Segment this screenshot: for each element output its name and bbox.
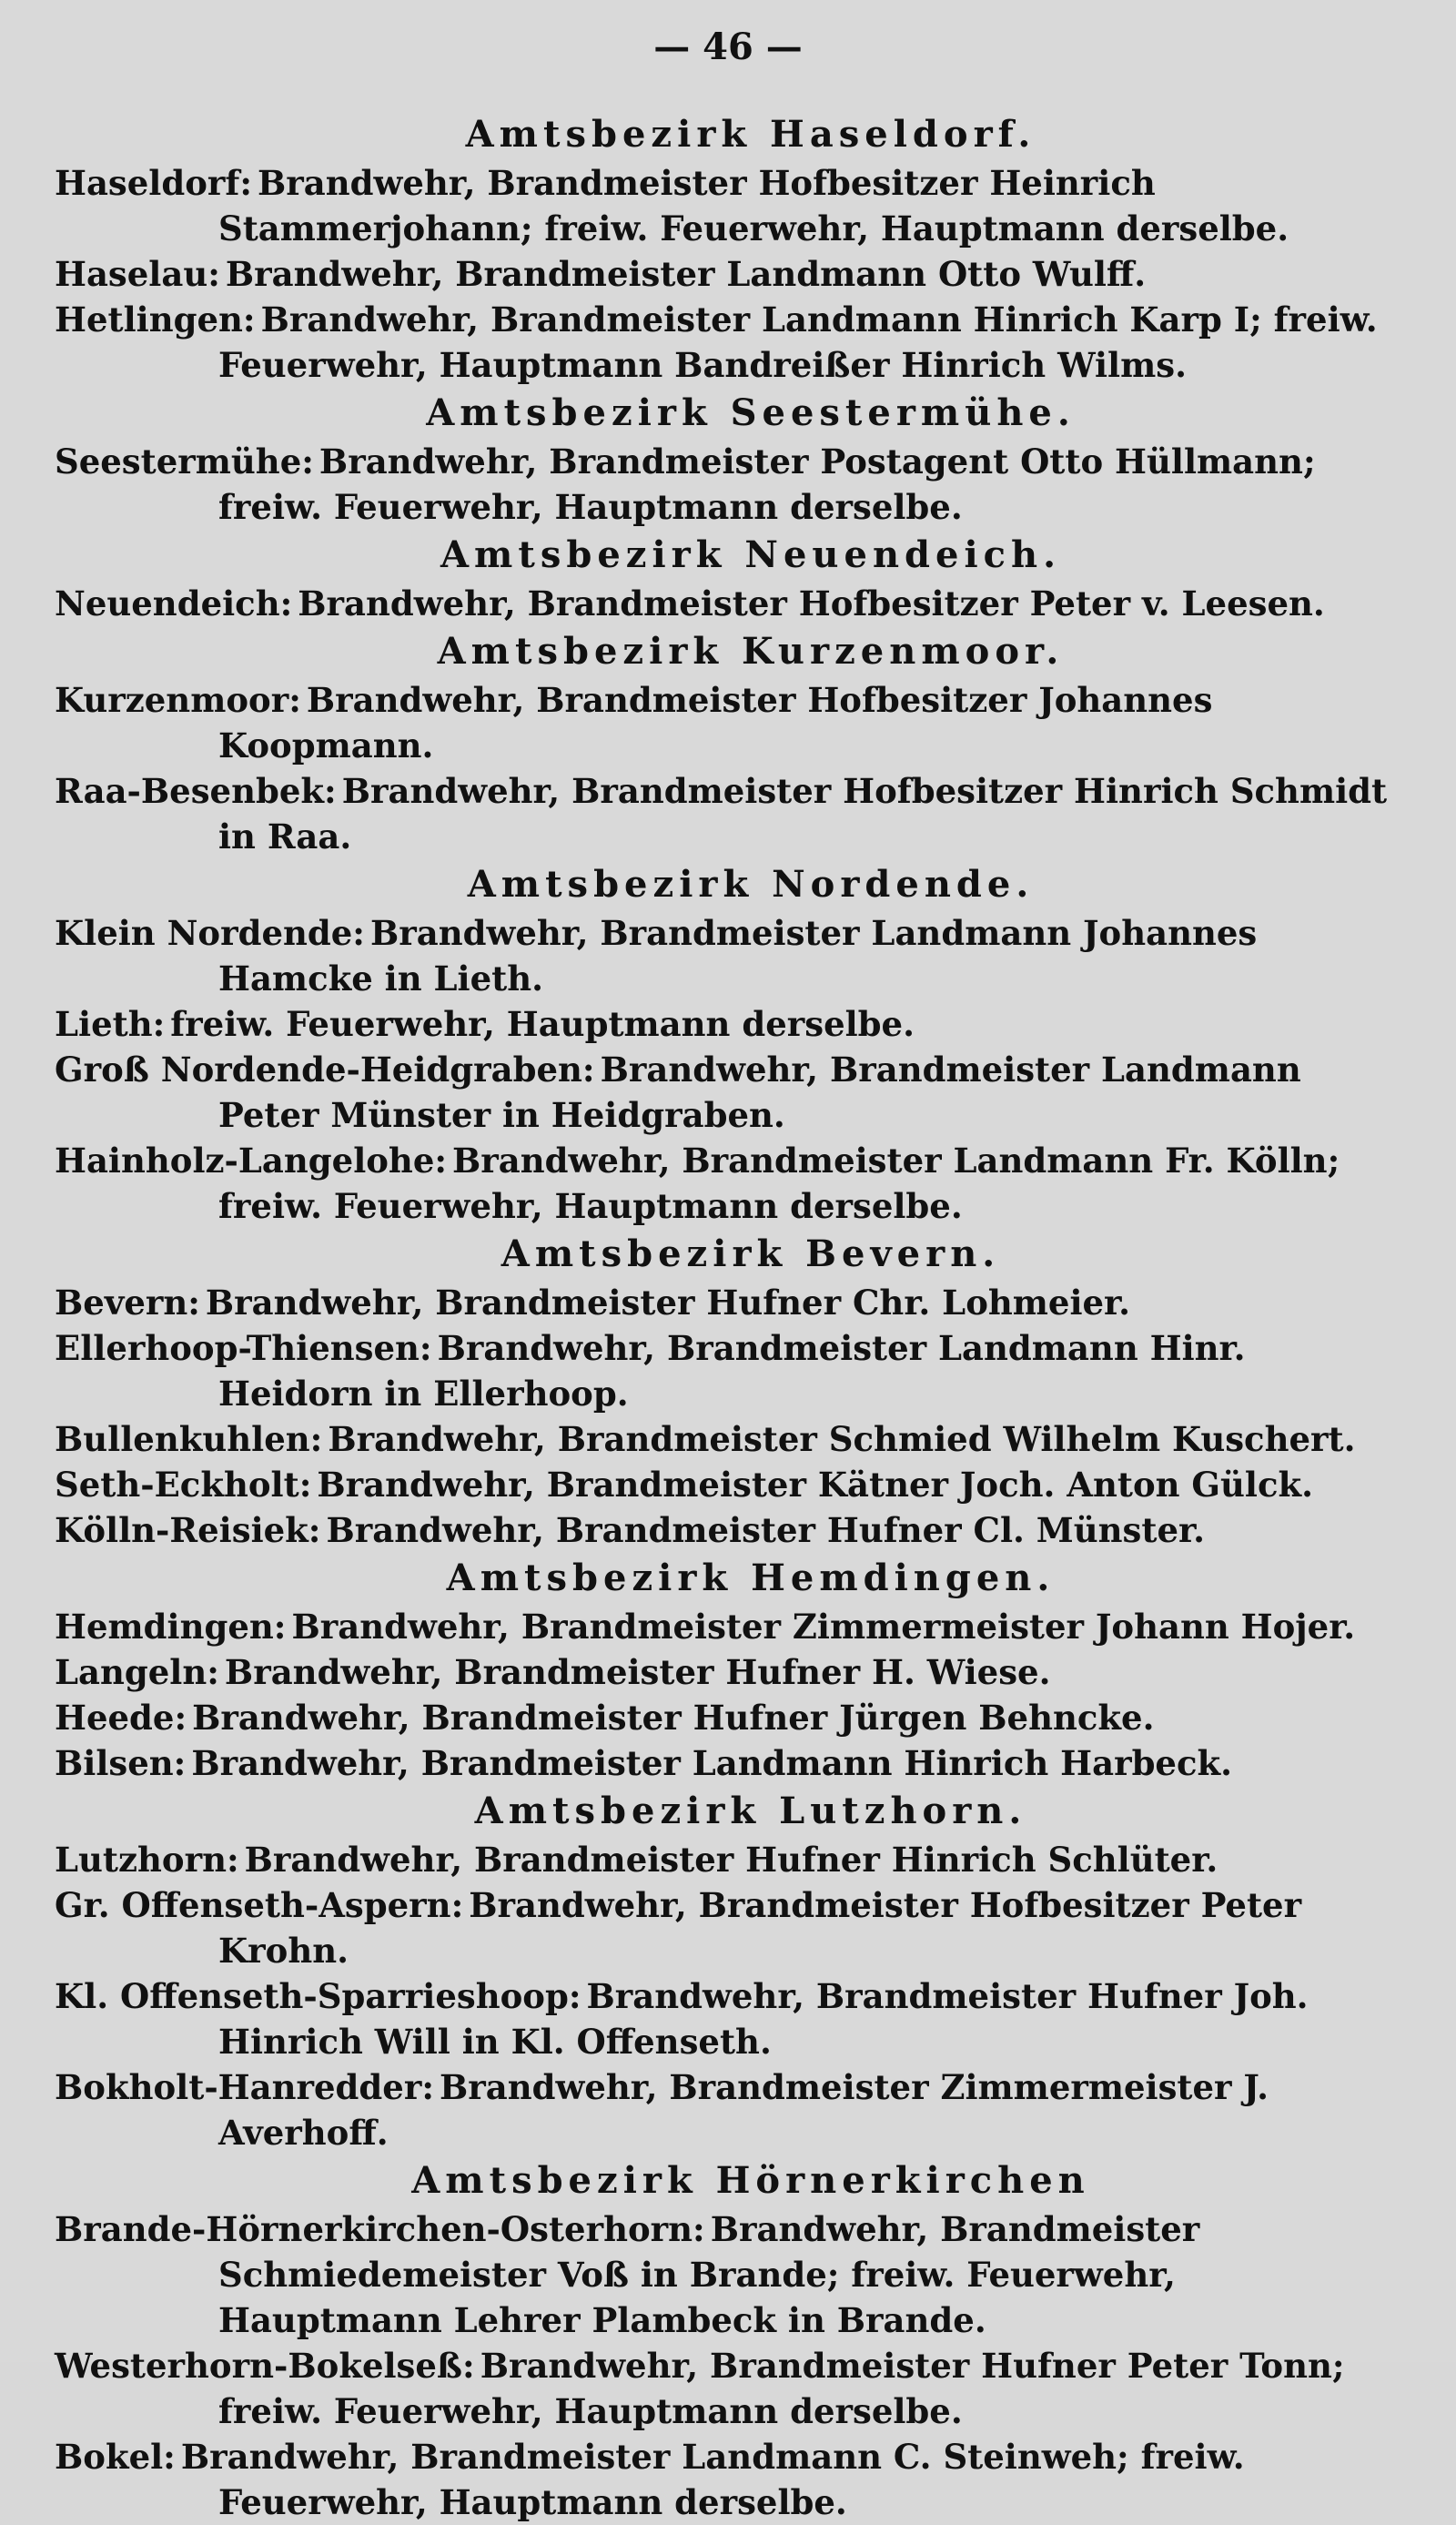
municipality-entry bbox=[55, 160, 1410, 251]
fire-brigade-details: Brandwehr, Brandmeister Hufner Hinrich Schlüter. bbox=[244, 1840, 1218, 1880]
municipality-name: Bevern: bbox=[55, 1283, 200, 1323]
municipality-entry bbox=[55, 1001, 1410, 1047]
district-heading: Amtsbezirk Bevern. bbox=[500, 1232, 1001, 1275]
district-heading: Amtsbezirk Lutzhorn. bbox=[474, 1790, 1027, 1832]
municipality-entry bbox=[55, 1138, 1410, 1229]
district-section bbox=[55, 1786, 1410, 2155]
fire-brigade-details: Brandwehr, Brandmeister Hufner Joh. Hinrich Will in Kl. Offenseth. bbox=[218, 1976, 1309, 2062]
district-heading: Amtsbezirk Nordende. bbox=[467, 863, 1035, 906]
municipality-entry bbox=[55, 1649, 1410, 1695]
district-heading: Amtsbezirk Haseldorf. bbox=[465, 113, 1036, 156]
municipality-name: Bokel: bbox=[55, 2437, 176, 2477]
municipality-entry bbox=[55, 1604, 1410, 1649]
municipality-name: Hemdingen: bbox=[55, 1607, 287, 1647]
district-section bbox=[55, 859, 1410, 1229]
fire-brigade-details: Brandwehr, Brandmeister Hufner Peter Tonn; freiw. Feuerwehr, Hauptmann derselbe. bbox=[218, 2346, 1345, 2431]
municipality-name: Heede: bbox=[55, 1698, 187, 1738]
municipality-name: Lutzhorn: bbox=[55, 1840, 239, 1880]
municipality-entry bbox=[55, 2434, 1410, 2525]
municipality-name: Seth-Eckholt: bbox=[55, 1465, 312, 1505]
fire-brigade-details: Brandwehr, Brandmeister Hufner Chr. Lohmeier. bbox=[205, 1283, 1131, 1323]
municipality-name: Lieth: bbox=[55, 1004, 166, 1044]
municipality-name: Gr. Offenseth-Aspern: bbox=[55, 1885, 464, 1925]
municipality-name: Kölln-Reisiek: bbox=[55, 1510, 321, 1550]
municipality-name: Klein Nordende: bbox=[55, 913, 365, 953]
municipality-entry bbox=[55, 1462, 1410, 1507]
district-heading: Amtsbezirk Hemdingen. bbox=[446, 1557, 1056, 1599]
document-body bbox=[55, 109, 1410, 2525]
fire-brigade-details: Brandwehr, Brandmeister Hofbesitzer Peter v. Leesen. bbox=[298, 583, 1325, 624]
district-section bbox=[55, 1553, 1410, 1786]
fire-brigade-details: Brandwehr, Brandmeister Landmann Johannes Hamcke in Lieth. bbox=[218, 913, 1258, 999]
municipality-entry bbox=[55, 1882, 1410, 1973]
municipality-entry bbox=[55, 297, 1410, 388]
fire-brigade-details: Brandwehr, Brandmeister Hofbesitzer Heinrich Stammerjohann; freiw. Feuerwehr, Hauptmann derselbe. bbox=[218, 163, 1289, 248]
municipality-name: Neuendeich: bbox=[55, 583, 293, 624]
municipality-entry bbox=[55, 1280, 1410, 1325]
municipality-entry bbox=[55, 581, 1410, 626]
municipality-name: Bullenkuhlen: bbox=[55, 1419, 323, 1459]
fire-brigade-details: Brandwehr, Brandmeister Landmann Otto Wulff. bbox=[225, 254, 1147, 294]
municipality-name: Kurzenmoor: bbox=[55, 680, 301, 720]
municipality-entry bbox=[55, 2064, 1410, 2155]
municipality-name: Bilsen: bbox=[55, 1743, 187, 1783]
municipality-name: Kl. Offenseth-Sparrieshoop: bbox=[55, 1976, 581, 2016]
municipality-entry bbox=[55, 2206, 1410, 2343]
district-heading: Amtsbezirk Seestermühe. bbox=[426, 391, 1076, 434]
district-section bbox=[55, 2155, 1410, 2525]
municipality-entry bbox=[55, 910, 1410, 1001]
municipality-name: Haseldorf: bbox=[55, 163, 252, 203]
fire-brigade-details: Brandwehr, Brandmeister Landmann Fr. Kölln; freiw. Feuerwehr, Hauptmann derselbe. bbox=[218, 1141, 1340, 1226]
municipality-name: Langeln: bbox=[55, 1652, 219, 1692]
municipality-entry bbox=[55, 1837, 1410, 1882]
municipality-entry bbox=[55, 677, 1410, 768]
municipality-entry bbox=[55, 768, 1410, 859]
municipality-name: Groß Nordende-Heidgraben: bbox=[55, 1050, 595, 1090]
municipality-name: Bokholt-Hanredder: bbox=[55, 2067, 434, 2107]
fire-brigade-details: freiw. Feuerwehr, Hauptmann derselbe. bbox=[170, 1004, 915, 1044]
municipality-entry bbox=[55, 1047, 1410, 1138]
municipality-name: Hainholz-Langelohe: bbox=[55, 1141, 448, 1181]
district-heading: Amtsbezirk Hörnerkirchen bbox=[411, 2159, 1090, 2202]
district-section bbox=[55, 109, 1410, 388]
municipality-name: Westerhorn-Bokelseß: bbox=[55, 2346, 475, 2386]
municipality-entry bbox=[55, 1325, 1410, 1416]
fire-brigade-details: Brandwehr, Brandmeister Landmann Hinrich Harbeck. bbox=[191, 1743, 1233, 1783]
district-heading: Amtsbezirk Kurzenmoor. bbox=[437, 630, 1065, 673]
fire-brigade-details: Brandwehr, Brandmeister Hufner H. Wiese. bbox=[224, 1652, 1051, 1692]
municipality-entry bbox=[55, 1507, 1410, 1553]
district-section bbox=[55, 530, 1410, 626]
municipality-name: Seestermühe: bbox=[55, 441, 314, 482]
district-section bbox=[55, 626, 1410, 859]
municipality-name: Haselau: bbox=[55, 254, 220, 294]
municipality-name: Brande-Hörnerkirchen-Osterhorn: bbox=[55, 2209, 705, 2249]
fire-brigade-details: Brandwehr, Brandmeister Zimmermeister Johann Hojer. bbox=[291, 1607, 1356, 1647]
municipality-entry bbox=[55, 1973, 1410, 2064]
district-section bbox=[55, 388, 1410, 530]
municipality-entry bbox=[55, 1416, 1410, 1462]
municipality-name: Ellerhoop-Thiensen: bbox=[55, 1328, 432, 1368]
district-section bbox=[55, 1229, 1410, 1553]
fire-brigade-details: Brandwehr, Brandmeister Hufner Jürgen Behncke. bbox=[192, 1698, 1155, 1738]
fire-brigade-details: Brandwehr, Brandmeister Schmiedemeister Voß in Brande; freiw. Feuerwehr, Hauptmann Lehrer Plambeck in Brande. bbox=[218, 2209, 1200, 2340]
municipality-entry bbox=[55, 1740, 1410, 1786]
municipality-entry bbox=[55, 2343, 1410, 2434]
fire-brigade-details: Brandwehr, Brandmeister Landmann C. Steinweh; freiw. Feuerwehr, Hauptmann derselbe. bbox=[180, 2437, 1245, 2522]
fire-brigade-details: Brandwehr, Brandmeister Hofbesitzer Peter Krohn. bbox=[218, 1885, 1302, 1971]
municipality-entry bbox=[55, 251, 1410, 297]
municipality-entry bbox=[55, 439, 1410, 530]
fire-brigade-details: Brandwehr, Brandmeister Hofbesitzer Hinrich Schmidt in Raa. bbox=[218, 771, 1388, 857]
fire-brigade-details: Brandwehr, Brandmeister Landmann Hinrich Karp I; freiw. Feuerwehr, Hauptmann Bandreißer Hinrich Wilms. bbox=[218, 299, 1378, 385]
fire-brigade-details: Brandwehr, Brandmeister Hufner Cl. Münster. bbox=[326, 1510, 1205, 1550]
district-heading: Amtsbezirk Neuendeich. bbox=[440, 533, 1061, 576]
fire-brigade-details: Brandwehr, Brandmeister Kätner Joch. Anton Gülck. bbox=[317, 1465, 1314, 1505]
fire-brigade-details: Brandwehr, Brandmeister Landmann Hinr. Heidorn in Ellerhoop. bbox=[218, 1328, 1246, 1414]
fire-brigade-details: Brandwehr, Brandmeister Zimmermeister J. Averhoff. bbox=[218, 2067, 1269, 2153]
municipality-name: Hetlingen: bbox=[55, 299, 256, 340]
municipality-entry bbox=[55, 1695, 1410, 1740]
page-number: — 46 — bbox=[653, 25, 803, 68]
fire-brigade-details: Brandwehr, Brandmeister Postagent Otto Hüllmann; freiw. Feuerwehr, Hauptmann derselbe. bbox=[218, 441, 1316, 527]
municipality-name: Raa-Besenbek: bbox=[55, 771, 337, 811]
fire-brigade-details: Brandwehr, Brandmeister Landmann Peter Münster in Heidgraben. bbox=[218, 1050, 1301, 1135]
fire-brigade-details: Brandwehr, Brandmeister Schmied Wilhelm Kuschert. bbox=[328, 1419, 1356, 1459]
fire-brigade-details: Brandwehr, Brandmeister Hofbesitzer Johannes Koopmann. bbox=[218, 680, 1213, 766]
